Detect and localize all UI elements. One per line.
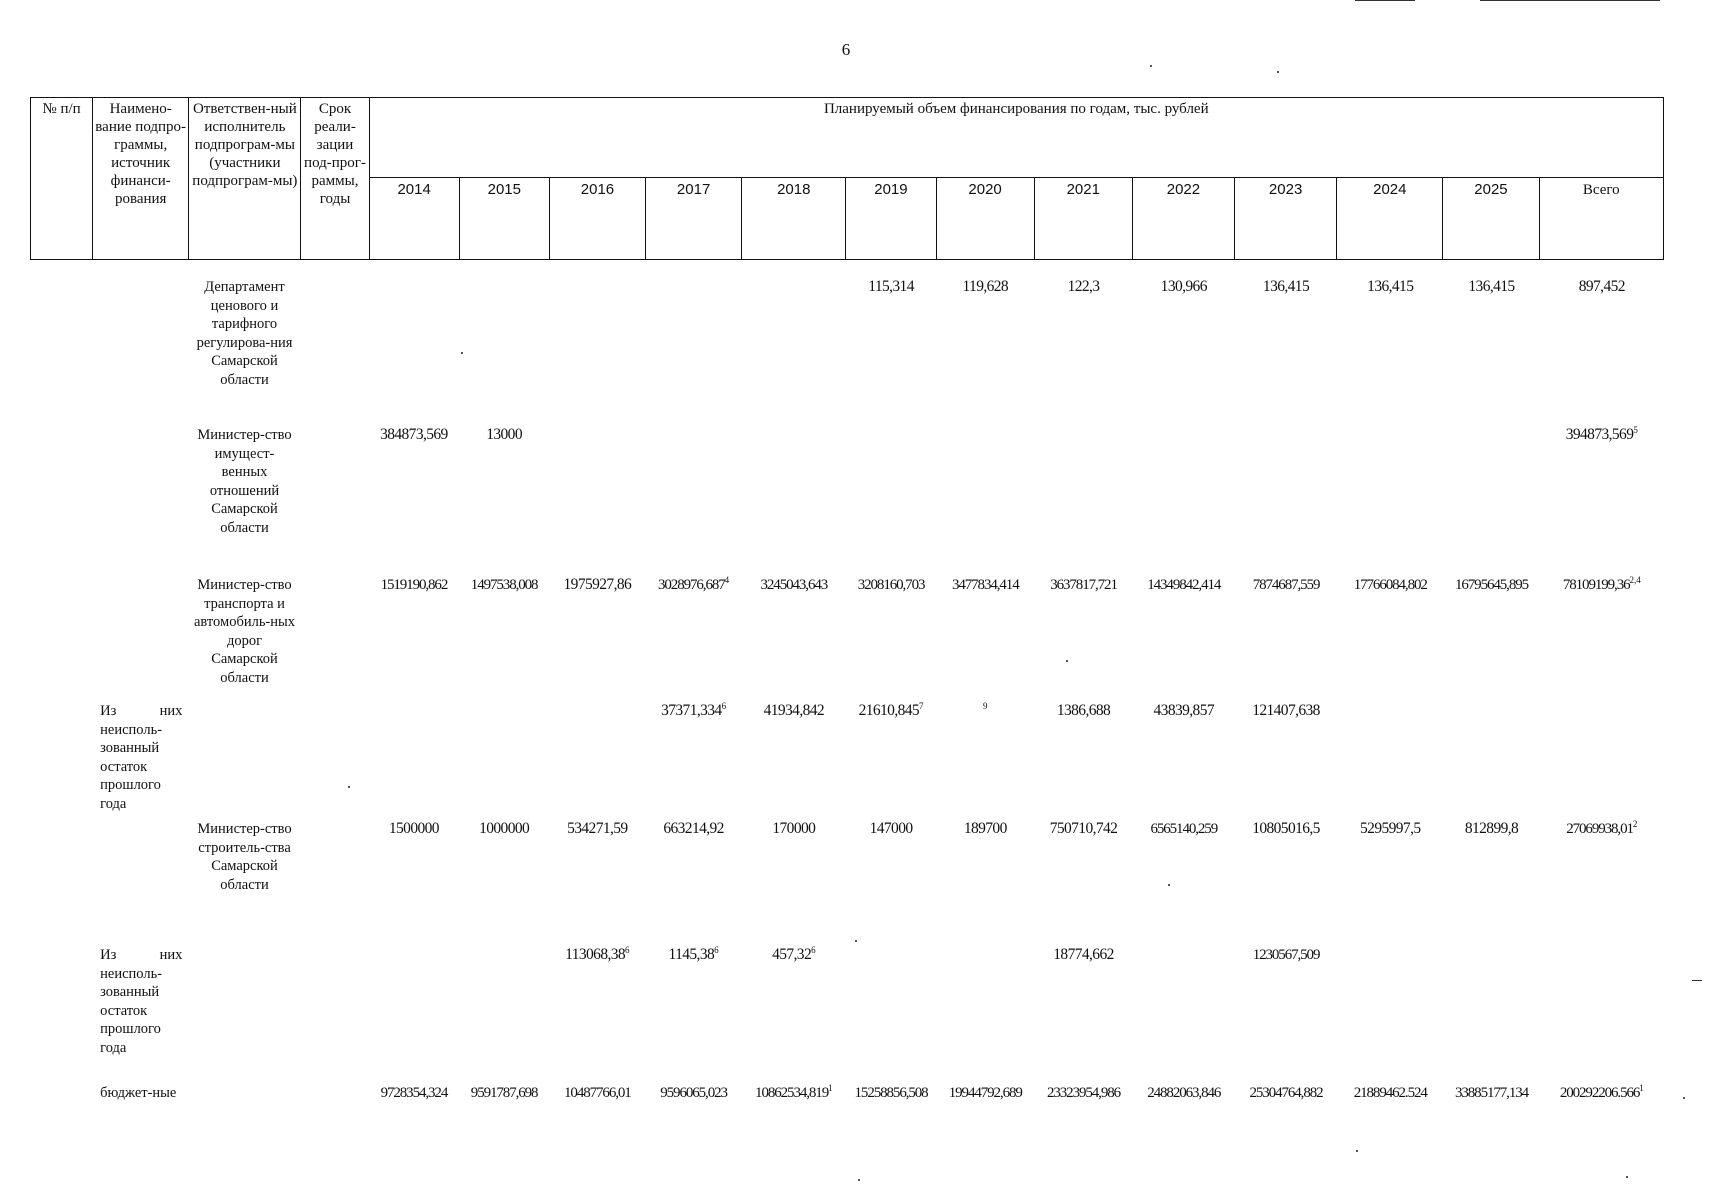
year-value-cell [1133, 702, 1235, 820]
year-value-cell [1443, 426, 1539, 576]
total-header: Всего [1539, 178, 1663, 260]
responsible-org-cell [188, 702, 300, 820]
year-header: 2024 [1337, 178, 1443, 260]
amount-value: 9591787,698 [470, 1085, 538, 1101]
year-value-cell [846, 576, 936, 702]
row-number-cell [30, 820, 92, 946]
year-header: 2020 [936, 178, 1034, 260]
footnote-marker: 1 [828, 1083, 833, 1093]
year-value-cell [742, 426, 846, 576]
amount-value: 9596065,023 [660, 1085, 727, 1101]
responsible-org-cell: Министер-ство транспорта и автомобиль-ных дорог Самарской области [193, 577, 296, 686]
year-value-cell [549, 576, 645, 702]
year-value-cell [936, 576, 1034, 702]
year-value-cell [742, 702, 846, 820]
year-value-cell [1034, 820, 1132, 946]
term-cell [301, 1084, 369, 1164]
scan-speck [1277, 71, 1279, 73]
amount-value: 41934,842 [763, 702, 825, 719]
year-value-cell [1133, 946, 1235, 1084]
year-header: 2025 [1443, 178, 1539, 260]
amount-value: 1975927,86 [563, 576, 632, 593]
amount-value: 384873,569 [380, 426, 448, 443]
funding-source-cell [92, 426, 188, 576]
footnote-marker: 6 [714, 945, 719, 955]
term-cell [301, 426, 369, 576]
year-value-cell [645, 820, 741, 946]
year-value-cell [459, 820, 549, 946]
total-value-cell [1540, 820, 1664, 946]
row-number-cell [30, 426, 92, 576]
year-value-cell [549, 278, 645, 426]
amount-value: 24882063,846 [1147, 1085, 1221, 1101]
year-value-cell [1235, 1084, 1337, 1164]
funding-table-body [30, 278, 1664, 1164]
year-value-cell [1133, 576, 1235, 702]
year-value-cell [1443, 278, 1539, 426]
amount-value: 23323954,986 [1046, 1085, 1121, 1101]
amount-value: 1230567,509 [1252, 947, 1320, 963]
year-value-cell [369, 946, 459, 1084]
year-header: 2016 [549, 178, 645, 260]
footnote-marker: 2,4 [1629, 575, 1641, 585]
scan-speck [858, 1179, 860, 1181]
table-row [30, 278, 1664, 426]
scan-speck [461, 352, 463, 354]
year-value-cell [1034, 1084, 1132, 1164]
table-row [30, 1084, 1664, 1164]
amount-value: 189700 [963, 820, 1007, 837]
amount-value: 136,415 [1367, 278, 1414, 295]
amount-value: 1500000 [388, 820, 439, 837]
year-value-cell [1443, 946, 1539, 1084]
total-value-cell [1540, 702, 1664, 820]
year-value-cell [459, 946, 549, 1084]
amount-value: 16795645,895 [1454, 577, 1529, 593]
amount-value: 21889462.524 [1353, 1085, 1427, 1101]
year-value-cell [459, 1084, 549, 1164]
year-value-cell [1235, 426, 1337, 576]
footnote-marker: 4 [724, 575, 730, 585]
amount-value: 10862534,819 [755, 1085, 829, 1101]
amount-value: 5295997,5 [1360, 820, 1421, 837]
amount-value: 10805016,5 [1252, 820, 1320, 837]
year-value-cell [846, 820, 936, 946]
year-value-cell [1337, 426, 1443, 576]
year-value-cell [936, 1084, 1034, 1164]
table-row [30, 426, 1664, 576]
amount-value: 121407,638 [1252, 702, 1320, 719]
year-value-cell [1034, 426, 1132, 576]
year-value-cell [1235, 820, 1337, 946]
amount-value: 6565140,259 [1150, 821, 1218, 837]
funding-source-cell [92, 576, 188, 702]
footnote-marker: 5 [1633, 425, 1638, 435]
footnote-marker: 2 [1632, 819, 1638, 829]
amount-value: 3208160,703 [857, 577, 925, 593]
year-value-cell [1133, 278, 1235, 426]
year-value-cell [1133, 1084, 1235, 1164]
row-number-cell [30, 1084, 92, 1164]
scan-speck [348, 786, 350, 788]
funding-source-cell: бюджет-ные [100, 1085, 177, 1101]
year-value-cell [846, 946, 936, 1084]
table-row [30, 576, 1664, 702]
scan-speck [855, 940, 857, 942]
year-value-cell [1337, 1084, 1443, 1164]
amount-value: 897,452 [1578, 278, 1625, 295]
amount-value: 147000 [869, 820, 913, 837]
scan-speck [1066, 660, 1068, 662]
amount-value: 457,32 [772, 946, 812, 963]
year-value-cell [742, 820, 846, 946]
responsible-org-cell [188, 1084, 300, 1164]
year-header: 2019 [846, 178, 936, 260]
col-name-header: Наимено-вание подпро-граммы, источник финанси-рования [93, 98, 189, 260]
year-value-cell [369, 278, 459, 426]
year-value-cell [846, 702, 936, 820]
term-cell [301, 278, 369, 426]
amount-value: 3637817,721 [1050, 577, 1117, 593]
amount-value: 534271,59 [567, 820, 628, 837]
year-header: 2023 [1235, 178, 1337, 260]
year-value-cell [846, 426, 936, 576]
amount-value: 119,628 [962, 278, 1009, 295]
year-value-cell [1337, 278, 1443, 426]
year-value-cell [369, 1084, 459, 1164]
year-header: 2017 [646, 178, 742, 260]
row-number-cell [30, 946, 92, 1084]
amount-value: 1519190,862 [380, 577, 448, 593]
year-value-cell [645, 576, 741, 702]
total-value-cell [1540, 426, 1664, 576]
year-header: 2015 [459, 178, 549, 260]
year-value-cell [369, 576, 459, 702]
amount-value: 1386,688 [1056, 702, 1111, 719]
year-value-cell [1443, 702, 1539, 820]
year-value-cell [936, 702, 1034, 820]
year-value-cell [742, 946, 846, 1084]
amount-value: 33885177,134 [1454, 1085, 1529, 1101]
scan-speck [1168, 884, 1170, 886]
year-value-cell [846, 1084, 936, 1164]
term-cell [301, 946, 369, 1084]
amount-value: 14349842,414 [1147, 577, 1221, 593]
year-value-cell [1337, 820, 1443, 946]
year-header: 2021 [1034, 178, 1132, 260]
amount-value: 1000000 [479, 820, 530, 837]
year-value-cell [1235, 946, 1337, 1084]
footnote-marker: 6 [721, 701, 727, 711]
year-value-cell [459, 576, 549, 702]
scan-speck [1683, 1097, 1685, 1099]
responsible-org-cell: Министер-ство строитель-ства Самарской области [197, 821, 292, 893]
amount-value: 663214,92 [663, 820, 724, 837]
amount-value: 17766084,802 [1353, 577, 1427, 593]
footnote-marker: 7 [919, 701, 924, 711]
amount-value: 7874687,559 [1252, 577, 1320, 593]
amount-value: 18774,662 [1053, 946, 1114, 963]
year-value-cell [1337, 576, 1443, 702]
funding-source-cell [92, 820, 188, 946]
year-value-cell [936, 946, 1034, 1084]
year-value-cell [645, 278, 741, 426]
amount-value: 13000 [486, 426, 522, 443]
year-value-cell [742, 1084, 846, 1164]
year-value-cell [645, 702, 741, 820]
year-value-cell [936, 426, 1034, 576]
year-value-cell [549, 946, 645, 1084]
year-value-cell [742, 278, 846, 426]
year-value-cell [459, 278, 549, 426]
year-value-cell [1443, 820, 1539, 946]
year-value-cell [645, 426, 741, 576]
responsible-org-cell [188, 946, 300, 1084]
total-value-cell [1540, 946, 1664, 1084]
footnote-marker: 6 [811, 945, 816, 955]
row-number-cell [30, 702, 92, 820]
amount-value: 750710,742 [1049, 820, 1118, 837]
year-value-cell [936, 820, 1034, 946]
year-value-cell [1443, 576, 1539, 702]
amount-value: 78109199,36 [1562, 577, 1630, 593]
amount-value: 394873,569 [1565, 426, 1634, 443]
year-header: 2018 [742, 178, 846, 260]
amount-value: 10487766,01 [564, 1085, 631, 1101]
table-row [30, 702, 1664, 820]
amount-value: 15258856,508 [854, 1085, 928, 1101]
page-number: 6 [841, 40, 851, 59]
year-value-cell [549, 820, 645, 946]
amount-value: 37371,334 [661, 702, 722, 719]
scan-mark [1355, 0, 1415, 1]
term-cell [301, 702, 369, 820]
year-value-cell [459, 702, 549, 820]
year-value-cell [549, 426, 645, 576]
year-value-cell [1034, 946, 1132, 1084]
year-value-cell [936, 278, 1034, 426]
year-value-cell [846, 278, 936, 426]
funding-source-cell: Из них неисполь-зованный остаток прошлого года [100, 947, 183, 1056]
year-value-cell [369, 426, 459, 576]
amount-value: 21610,845 [858, 702, 920, 719]
amount-value: 113068,38 [565, 946, 626, 963]
year-value-cell [1337, 946, 1443, 1084]
scan-speck [1356, 1150, 1358, 1152]
amount-value: 130,966 [1160, 278, 1207, 295]
amount-value: 200292206.566 [1559, 1085, 1640, 1101]
amount-value: 136,415 [1262, 278, 1310, 295]
amount-value: 812899,8 [1464, 820, 1519, 837]
amount-value: 1145,38 [668, 946, 715, 963]
year-value-cell [1443, 1084, 1539, 1164]
amount-value: 3477834,414 [951, 577, 1019, 593]
funding-source-cell: Из них неисполь-зованный остаток прошлого года [100, 703, 183, 812]
year-value-cell [645, 1084, 741, 1164]
year-value-cell [549, 1084, 645, 1164]
year-value-cell [645, 946, 741, 1084]
row-number-cell [30, 576, 92, 702]
amount-value: 43839,857 [1153, 702, 1214, 719]
responsible-org-cell: Министер-ство имущест-венных отношений Самарской области [197, 427, 292, 536]
table-row [30, 820, 1664, 946]
amount-value: 115,314 [868, 278, 914, 295]
year-value-cell [1133, 426, 1235, 576]
col-responsible-header: Ответствен-ный исполнитель подпрограм-мы (участники подпрограм-мы) [189, 98, 301, 260]
amount-value: 1497538,008 [470, 577, 538, 593]
funding-source-cell [92, 278, 188, 426]
col-number-header: № п/п [31, 98, 93, 260]
table-row [30, 946, 1664, 1084]
total-value-cell [1540, 576, 1664, 702]
header-table [30, 97, 1664, 260]
amount-value: 136,415 [1468, 278, 1515, 295]
amount-value: 25304764,882 [1249, 1085, 1323, 1101]
footnote-marker: 9 [983, 701, 988, 711]
scan-mark [1692, 980, 1702, 981]
year-value-cell [369, 820, 459, 946]
total-value-cell [1540, 1084, 1664, 1164]
year-value-cell [1034, 278, 1132, 426]
term-cell [301, 576, 369, 702]
amount-value: 27069938,01 [1566, 821, 1633, 837]
year-value-cell [1235, 702, 1337, 820]
amount-value: 3028976,687 [658, 577, 725, 593]
col-term-header: Срок реали-зации под-прог-раммы, годы [301, 98, 369, 260]
scan-mark [1480, 0, 1660, 1]
amount-value: 3245043,643 [760, 577, 828, 593]
row-number-cell [30, 278, 92, 426]
year-value-cell [1034, 702, 1132, 820]
footnote-marker: 1 [1639, 1083, 1644, 1093]
year-value-cell [369, 702, 459, 820]
total-value-cell [1540, 278, 1664, 426]
responsible-org-cell: Департамент ценового и тарифного регулирова-ния Самарской области [196, 279, 293, 388]
amount-value: 122,3 [1067, 278, 1100, 295]
amount-value: 170000 [772, 820, 816, 837]
year-value-cell [1133, 820, 1235, 946]
year-value-cell [1235, 278, 1337, 426]
year-value-cell [1337, 702, 1443, 820]
scan-speck [1626, 1176, 1628, 1178]
col-funding-header: Планируемый объем финансирования по годам, тыс. рублей [369, 98, 1663, 178]
year-value-cell [1034, 576, 1132, 702]
footnote-marker: 6 [625, 945, 630, 955]
amount-value: 9728354,324 [380, 1085, 448, 1101]
term-cell [301, 820, 369, 946]
year-value-cell [742, 576, 846, 702]
scan-speck [1150, 65, 1152, 67]
amount-value: 19944792,689 [948, 1085, 1022, 1101]
year-value-cell [459, 426, 549, 576]
year-value-cell [549, 702, 645, 820]
year-value-cell [1235, 576, 1337, 702]
year-header: 2022 [1132, 178, 1234, 260]
year-header: 2014 [369, 178, 459, 260]
